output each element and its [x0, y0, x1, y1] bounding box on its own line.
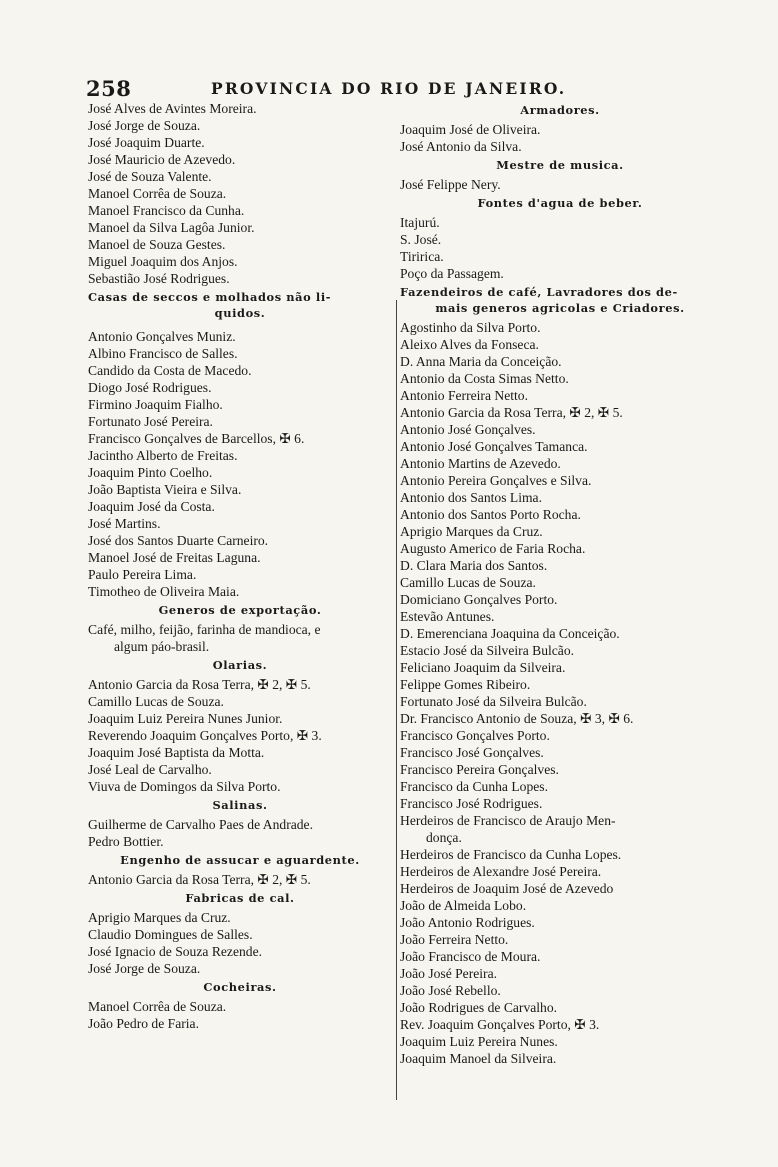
section-heading-cocheiras: Cocheiras. [203, 980, 277, 994]
list-item: José Leal de Carvalho. [88, 762, 212, 777]
left-column [88, 100, 392, 1032]
list-item: Albino Francisco de Salles. [88, 346, 238, 361]
list-item: João José Pereira. [400, 966, 498, 981]
list-item: João Ferreira Netto. [400, 932, 509, 947]
entry-line: algum páo-brasil. [114, 639, 210, 654]
section-list-cocheiras [88, 998, 392, 1032]
list-item: D. Emerenciana Joaquina da Conceição. [400, 626, 620, 641]
list-item: Antonio Garcia da Rosa Terra, ✠ 2, ✠ 5. [400, 405, 623, 420]
list-item: João Rodrigues de Carvalho. [400, 1000, 558, 1015]
list-item: José Jorge de Souza. [88, 118, 201, 133]
list-item: Firmino Joaquim Fialho. [88, 397, 223, 412]
list-item: Camillo Lucas de Souza. [400, 575, 536, 590]
list-item: Pedro Bottier. [88, 834, 164, 849]
list-item: Rev. Joaquim Gonçalves Porto, ✠ 3. [400, 1017, 600, 1032]
list-item: S. José. [400, 232, 442, 247]
list-item: Antonio Garcia da Rosa Terra, ✠ 2, ✠ 5. [88, 677, 311, 692]
continued-list [88, 100, 392, 287]
list-item: Manoel Corrêa de Souza. [88, 999, 227, 1014]
list-item: Antonio da Costa Simas Netto. [400, 371, 569, 386]
list-item: Antonio Pereira Gonçalves e Silva. [400, 473, 592, 488]
list-item: João de Almeida Lobo. [400, 898, 527, 913]
heading-line: mais generos agricolas e Criadores. [435, 301, 685, 315]
list-item: Francisco Gonçalves Porto. [400, 728, 550, 743]
list-item: Sebastião José Rodrigues. [88, 271, 230, 286]
entry-line: donça. [426, 830, 462, 845]
list-item: Manoel da Silva Lagôa Junior. [88, 220, 255, 235]
list-item: Antonio Martins de Azevedo. [400, 456, 561, 471]
list-item: José Joaquim Duarte. [88, 135, 205, 150]
section-heading-engenho: Engenho de assucar e aguardente. [120, 853, 360, 867]
list-item: Francisco da Cunha Lopes. [400, 779, 548, 794]
list-item: Itajurú. [400, 215, 440, 230]
section-list-salinas [88, 816, 392, 850]
list-item: Reverendo Joaquim Gonçalves Porto, ✠ 3. [88, 728, 322, 743]
list-item: Poço da Passagem. [400, 266, 504, 281]
list-item: Manoel de Souza Gestes. [88, 237, 226, 252]
heading-line: quidos. [214, 306, 266, 320]
page-number: 258 [86, 76, 132, 101]
section-list-fontes [400, 214, 720, 282]
entry-line: Café, milho, feijão, farinha de mandioca, e [88, 622, 321, 637]
list-item: Francisco Pereira Gonçalves. [400, 762, 559, 777]
list-item: Joaquim José da Costa. [88, 499, 215, 514]
list-item: Antonio José Gonçalves. [400, 422, 536, 437]
list-item: Herdeiros de Alexandre José Pereira. [400, 864, 602, 879]
list-item: Camillo Lucas de Souza. [88, 694, 224, 709]
list-item: Domiciano Gonçalves Porto. [400, 592, 558, 607]
section-heading-fazendeiros [400, 284, 720, 316]
list-item: Aleixo Alves da Fonseca. [400, 337, 539, 352]
list-item: João Francisco de Moura. [400, 949, 541, 964]
list-item: Francisco Gonçalves de Barcellos, ✠ 6. [88, 431, 305, 446]
list-item: Estacio José da Silveira Bulcão. [400, 643, 575, 658]
section-list-casas [88, 328, 392, 600]
column-divider [396, 300, 397, 1100]
list-item: Aprigio Marques da Cruz. [88, 910, 231, 925]
section-heading-armadores: Armadores. [520, 103, 600, 117]
list-item: Feliciano Joaquim da Silveira. [400, 660, 566, 675]
list-item: Timotheo de Oliveira Maia. [88, 584, 240, 599]
section-list-armadores [400, 121, 720, 155]
list-item: Manoel Corrêa de Souza. [88, 186, 227, 201]
right-column [400, 100, 720, 1067]
list-item [88, 621, 392, 655]
heading-line: Casas de seccos e molhados não li- [88, 290, 332, 304]
list-item: Antonio dos Santos Lima. [400, 490, 542, 505]
list-item: José Alves de Avintes Moreira. [88, 101, 257, 116]
section-heading-casas [88, 289, 392, 321]
list-item: Antonio José Gonçalves Tamanca. [400, 439, 588, 454]
list-item: José Felippe Nery. [400, 177, 501, 192]
section-heading-olarias: Olarias. [212, 658, 268, 672]
list-item: José dos Santos Duarte Carneiro. [88, 533, 269, 548]
list-item: José de Souza Valente. [88, 169, 212, 184]
page-header [86, 76, 720, 100]
list-item: Joaquim Pinto Coelho. [88, 465, 213, 480]
entry-line: Herdeiros de Francisco de Araujo Men- [400, 813, 616, 828]
section-heading-fontes: Fontes d'agua de beber. [477, 196, 643, 210]
list-item: Antonio Gonçalves Muniz. [88, 329, 236, 344]
list-item: João Pedro de Faria. [88, 1016, 199, 1031]
list-item: Aprigio Marques da Cruz. [400, 524, 543, 539]
section-heading-salinas: Salinas. [212, 798, 268, 812]
section-heading-generos: Generos de exportação. [158, 603, 322, 617]
list-item: D. Clara Maria dos Santos. [400, 558, 548, 573]
list-item: Francisco José Rodrigues. [400, 796, 543, 811]
list-item: Paulo Pereira Lima. [88, 567, 197, 582]
list-item: João Baptista Vieira e Silva. [88, 482, 242, 497]
list-item: Augusto Americo de Faria Rocha. [400, 541, 586, 556]
list-item: Fortunato José Pereira. [88, 414, 213, 429]
list-item: José Antonio da Silva. [400, 139, 522, 154]
list-item [400, 812, 720, 846]
list-item: Joaquim Luiz Pereira Nunes Junior. [88, 711, 283, 726]
list-item: Guilherme de Carvalho Paes de Andrade. [88, 817, 313, 832]
list-item: José Ignacio de Souza Rezende. [88, 944, 263, 959]
list-item: Antonio Ferreira Netto. [400, 388, 528, 403]
list-item: Joaquim Manoel da Silveira. [400, 1051, 557, 1066]
list-item: Antonio dos Santos Porto Rocha. [400, 507, 581, 522]
list-item: Agostinho da Silva Porto. [400, 320, 541, 335]
section-heading-fabricas: Fabricas de cal. [185, 891, 295, 905]
list-item: Joaquim José Baptista da Motta. [88, 745, 265, 760]
list-item: Candido da Costa de Macedo. [88, 363, 252, 378]
list-item: D. Anna Maria da Conceição. [400, 354, 562, 369]
list-item: Herdeiros de Francisco da Cunha Lopes. [400, 847, 622, 862]
running-title: PROVINCIA DO RIO DE JANEIRO. [211, 79, 567, 98]
list-item: Estevão Antunes. [400, 609, 495, 624]
heading-line: Fazendeiros de café, Lavradores dos de- [400, 285, 678, 299]
list-item: José Martins. [88, 516, 161, 531]
list-item: Viuva de Domingos da Silva Porto. [88, 779, 281, 794]
list-item: Antonio Garcia da Rosa Terra, ✠ 2, ✠ 5. [88, 872, 311, 887]
list-item: Tiririca. [400, 249, 444, 264]
list-item: Joaquim José de Oliveira. [400, 122, 541, 137]
list-item: Diogo José Rodrigues. [88, 380, 212, 395]
list-item: Manoel Francisco da Cunha. [88, 203, 245, 218]
list-item: Miguel Joaquim dos Anjos. [88, 254, 238, 269]
list-item: Manoel José de Freitas Laguna. [88, 550, 261, 565]
list-item: José Jorge de Souza. [88, 961, 201, 976]
list-item: Jacintho Alberto de Freitas. [88, 448, 238, 463]
list-item: Herdeiros de Joaquim José de Azevedo [400, 881, 614, 896]
list-item: João Antonio Rodrigues. [400, 915, 535, 930]
section-heading-mestre: Mestre de musica. [496, 158, 624, 172]
list-item: João José Rebello. [400, 983, 501, 998]
list-item: Francisco José Gonçalves. [400, 745, 544, 760]
list-item: Joaquim Luiz Pereira Nunes. [400, 1034, 558, 1049]
list-item: Felippe Gomes Ribeiro. [400, 677, 531, 692]
section-list-fabricas [88, 909, 392, 977]
list-item: Claudio Domingues de Salles. [88, 927, 253, 942]
list-item: Dr. Francisco Antonio de Souza, ✠ 3, ✠ 6. [400, 711, 634, 726]
list-item: José Mauricio de Azevedo. [88, 152, 236, 167]
section-list-fazendeiros [400, 319, 720, 1067]
section-list-olarias [88, 676, 392, 795]
list-item: Fortunato José da Silveira Bulcão. [400, 694, 587, 709]
